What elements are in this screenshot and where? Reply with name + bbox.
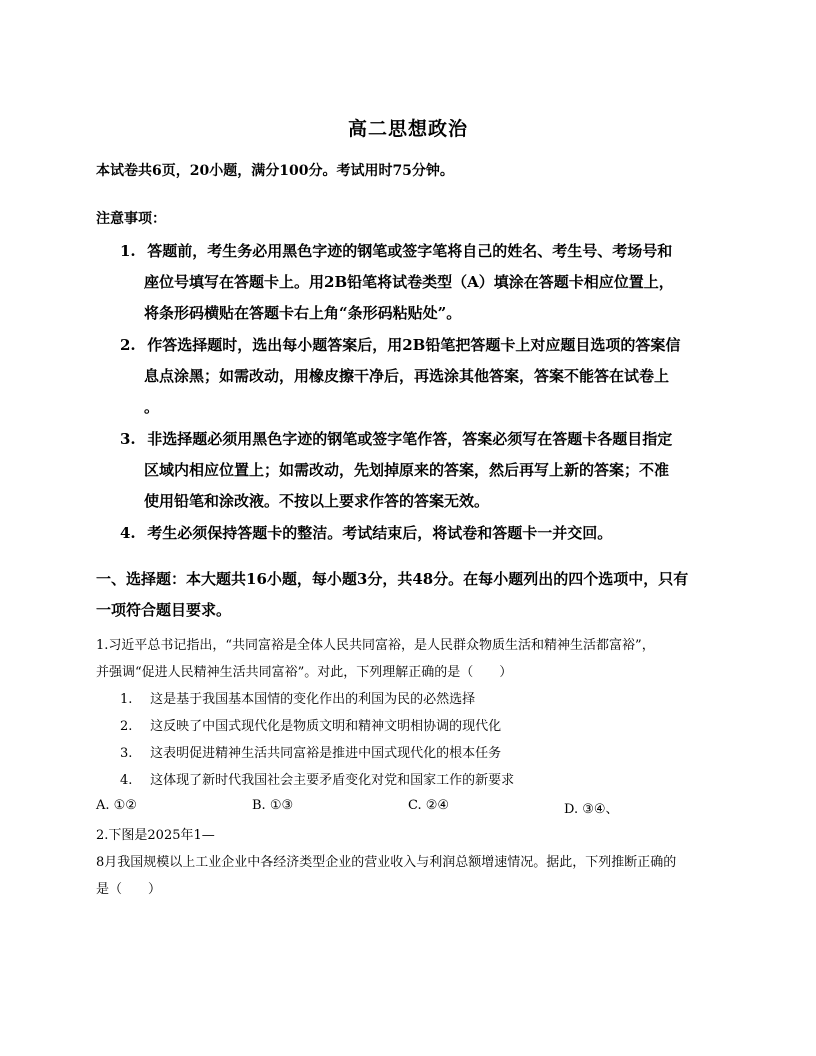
notice-item-text: 息点涂黑；如需改动，用橡皮擦干净后，再选涂其他答案，答案不能答在试卷上 (144, 367, 670, 385)
question-stem: 是（ ） (96, 882, 162, 897)
option-number: 1. (120, 692, 133, 707)
choice-b: B. ①③ (252, 798, 294, 813)
notice-item-text: 使用铅笔和涂改液。不按以上要求作答的答案无效。 (144, 492, 490, 510)
option-text: 这反映了中国式现代化是物质文明和精神文明相协调的现代化 (150, 719, 502, 734)
option-text: 这体现了新时代我国社会主要矛盾变化对党和国家工作的新要求 (150, 773, 515, 788)
notice-item-text: 将条形码横贴在答题卡右上角“条形码粘贴处”。 (144, 304, 462, 322)
option-text: 这表明促进精神生活共同富裕是推进中国式现代化的根本任务 (150, 746, 502, 761)
option-text: 这是基于我国基本国情的变化作出的利国为民的必然选择 (150, 692, 476, 707)
question-option (120, 688, 475, 707)
option-number: 3. (120, 746, 133, 761)
question-option (120, 742, 501, 761)
option-number: 4. (120, 773, 133, 788)
notice-heading: 注意事项： (96, 211, 166, 227)
question-option (120, 715, 501, 734)
notice-item-number: 1. (120, 242, 136, 260)
section-heading: 一项符合题目要求。 (96, 601, 232, 619)
question-stem: 1.习近平总书记指出，“共同富裕是全体人民共同富裕，是人民群众物质生活和精神生活都富裕”， (96, 638, 655, 653)
exam-intro: 本试卷共6页，20小题，满分100分。考试用时75分钟。 (96, 163, 454, 179)
question-stem: 8月我国规模以上工业企业中各经济类型企业的营业收入与利润总额增速情况。据此，下列推断正确的 (96, 855, 677, 870)
question-stem: 2.下图是2025年1— (96, 828, 215, 843)
notice-item-text: 座位号填写在答题卡上。用2B铅笔将试卷类型（A）填涂在答题卡相应位置上， (144, 273, 674, 291)
section-heading: 一、选择题：本大题共16小题，每小题3分，共48分。在每小题列出的四个选项中，只有 (96, 570, 689, 588)
choice-a: A. ①② (96, 798, 137, 813)
notice-item-text: 。 (144, 398, 160, 416)
notice-item-text: 区域内相应位置上；如需改动，先划掉原来的答案，然后再写上新的答案；不准 (144, 461, 670, 479)
question-stem: 并强调“促进人民精神生活共同富裕”。对此，下列理解正确的是（ ） (96, 665, 513, 680)
question-option (120, 769, 514, 788)
option-number: 2. (120, 719, 133, 734)
choice-c: C. ②④ (408, 798, 450, 813)
notice-item-text: 答题前，考生务必用黑色字迹的钢笔或签字笔将自己的姓名、考生号、考场号和 (147, 242, 673, 260)
page-title: 高二思想政治 (347, 118, 468, 140)
choice-d: D. ③④、 (564, 802, 619, 817)
notice-item-text: 作答选择题时，选出每小题答案后，用2B铅笔把答题卡上对应题目选项的答案信 (147, 336, 681, 354)
notice-item-text: 非选择题必须用黑色字迹的钢笔或签字笔作答，答案必须写在答题卡各题目指定 (147, 430, 673, 448)
notice-item-number: 2. (120, 336, 136, 354)
notice-item-number: 3. (120, 430, 136, 448)
notice-item-number: 4. (120, 524, 136, 542)
answer-choices (96, 798, 736, 818)
notice-item-text: 考生必须保持答题卡的整洁。考试结束后，将试卷和答题卡一并交回。 (147, 524, 613, 542)
